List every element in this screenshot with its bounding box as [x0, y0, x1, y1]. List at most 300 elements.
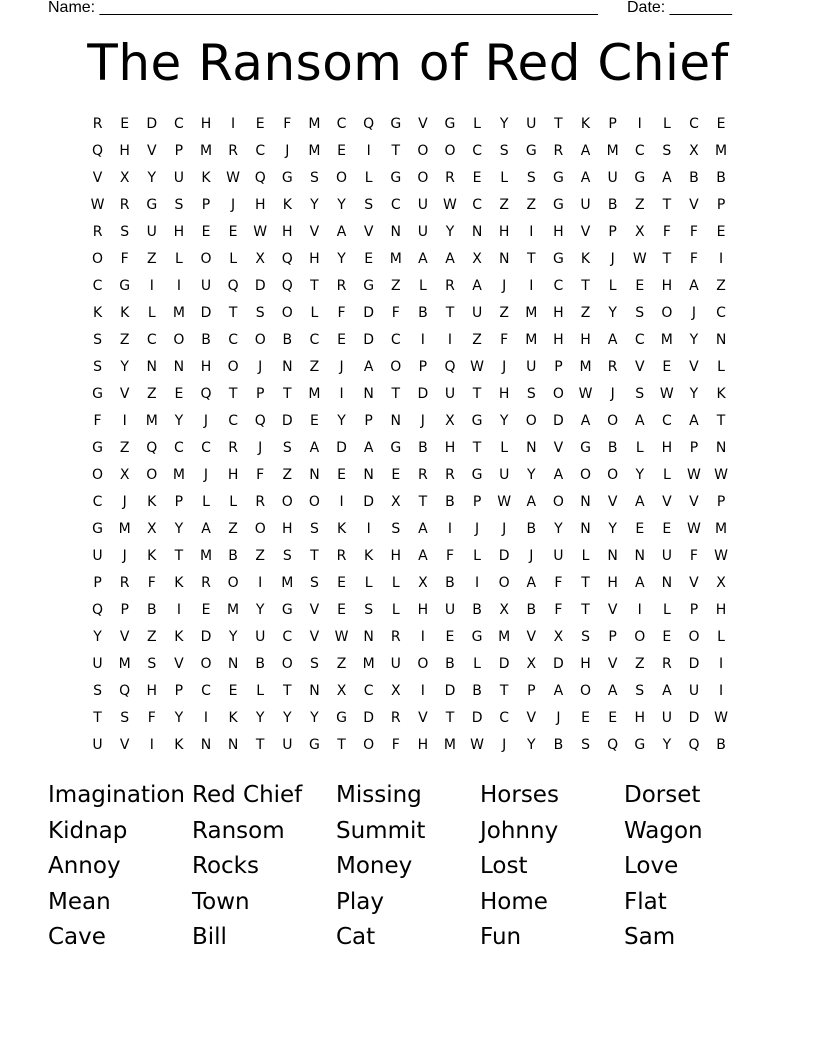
- grid-letter: M: [660, 332, 673, 348]
- grid-letter: E: [391, 467, 401, 483]
- grid-letter: K: [174, 629, 184, 645]
- grid-letter: G: [336, 710, 347, 726]
- grid-letter: G: [552, 251, 564, 267]
- grid-row: [84, 115, 735, 142]
- grid-letter: P: [472, 494, 482, 510]
- grid-letter: H: [498, 224, 510, 240]
- date-line: Date: _______: [627, 0, 732, 16]
- grid-letter: Z: [119, 332, 130, 348]
- grid-letter: Z: [499, 305, 509, 321]
- grid-letter: N: [309, 467, 320, 483]
- grid-letter: O: [634, 629, 646, 645]
- grid-letter: W: [687, 467, 701, 483]
- grid-letter: E: [228, 683, 238, 699]
- grid-row: [84, 574, 735, 601]
- grid-letter: T: [527, 251, 536, 267]
- grid-letter: J: [122, 548, 127, 564]
- grid-letter: F: [689, 548, 698, 564]
- grid-letter: X: [390, 683, 401, 699]
- grid-letter: T: [662, 251, 672, 267]
- grid-letter: F: [554, 602, 563, 618]
- grid-letter: B: [472, 602, 482, 618]
- grid-letter: P: [255, 386, 265, 402]
- grid-letter: R: [92, 224, 103, 240]
- word-list-item: Missing: [336, 782, 422, 808]
- grid-letter: D: [336, 440, 347, 456]
- grid-letter: O: [417, 656, 429, 672]
- grid-letter: N: [173, 359, 185, 375]
- grid-letter: U: [580, 197, 591, 213]
- grid-letter: L: [147, 305, 156, 321]
- grid-letter: E: [337, 602, 346, 618]
- grid-letter: E: [120, 116, 130, 132]
- grid-letter: M: [199, 548, 213, 564]
- grid-letter: S: [120, 710, 130, 726]
- grid-row: [84, 655, 735, 682]
- word-list-item: Horses: [480, 782, 559, 808]
- grid-letter: H: [498, 386, 510, 402]
- page-title: The Ransom of Red Chief: [87, 34, 729, 92]
- grid-letter: T: [228, 386, 238, 402]
- grid-letter: O: [336, 170, 348, 186]
- grid-letter: D: [363, 494, 375, 510]
- grid-letter: C: [201, 683, 211, 699]
- word-list-item: Cat: [336, 924, 376, 950]
- grid-letter: P: [689, 440, 699, 456]
- grid-letter: G: [444, 116, 456, 132]
- grid-row: [84, 358, 735, 385]
- grid-letter: S: [581, 629, 590, 645]
- grid-letter: R: [92, 116, 103, 132]
- grid-letter: B: [689, 170, 699, 186]
- grid-letter: E: [716, 116, 726, 132]
- grid-letter: S: [309, 521, 319, 537]
- grid-letter: N: [227, 737, 239, 753]
- grid-letter: Y: [527, 467, 536, 483]
- grid-letter: U: [661, 548, 672, 564]
- grid-letter: N: [634, 548, 645, 564]
- grid-letter: O: [417, 143, 429, 159]
- grid-letter: A: [662, 683, 672, 699]
- grid-letter: V: [526, 629, 537, 645]
- grid-letter: S: [147, 656, 157, 672]
- grid-letter: A: [445, 251, 455, 267]
- grid-letter: Z: [336, 656, 347, 672]
- grid-letter: X: [499, 602, 509, 618]
- grid-letter: M: [172, 305, 185, 321]
- grid-letter: A: [634, 494, 645, 510]
- grid-letter: G: [471, 467, 483, 483]
- grid-letter: N: [715, 440, 727, 456]
- grid-letter: C: [92, 494, 103, 510]
- grid-letter: O: [607, 413, 619, 429]
- grid-letter: E: [228, 224, 238, 240]
- letter-grid: [84, 115, 735, 763]
- grid-letter: H: [282, 521, 293, 537]
- grid-letter: U: [688, 683, 700, 699]
- grid-letter: U: [255, 629, 266, 645]
- grid-letter: M: [715, 521, 728, 537]
- grid-letter: V: [689, 197, 699, 213]
- grid-letter: E: [662, 629, 672, 645]
- grid-letter: Y: [662, 737, 672, 753]
- grid-letter: D: [553, 413, 564, 429]
- grid-letter: M: [498, 629, 511, 645]
- grid-letter: F: [93, 413, 102, 429]
- grid-letter: M: [579, 359, 592, 375]
- grid-letter: C: [390, 197, 401, 213]
- grid-letter: X: [553, 629, 564, 645]
- grid-letter: O: [607, 467, 619, 483]
- grid-letter: H: [634, 710, 645, 726]
- word-list-item: Imagination: [48, 782, 186, 808]
- grid-letter: X: [119, 467, 130, 483]
- grid-letter: O: [92, 251, 104, 267]
- grid-letter: S: [662, 143, 672, 159]
- grid-letter: E: [635, 278, 645, 294]
- grid-letter: N: [363, 467, 374, 483]
- grid-letter: L: [310, 305, 319, 321]
- grid-letter: J: [420, 413, 425, 429]
- grid-letter: L: [662, 116, 671, 132]
- grid-letter: G: [363, 278, 375, 294]
- grid-letter: W: [714, 467, 728, 483]
- grid-letter: D: [363, 332, 375, 348]
- grid-letter: B: [526, 521, 537, 537]
- grid-letter: D: [363, 710, 375, 726]
- grid-letter: Y: [554, 521, 563, 537]
- grid-letter: Q: [146, 440, 158, 456]
- grid-letter: Y: [635, 467, 645, 483]
- grid-letter: O: [92, 467, 104, 483]
- grid-row: [84, 547, 735, 574]
- grid-row: [84, 250, 735, 277]
- grid-letter: I: [149, 737, 154, 753]
- word-list-item: Rocks: [192, 853, 259, 879]
- grid-row: [84, 385, 735, 412]
- grid-letter: Q: [200, 386, 212, 402]
- grid-letter: U: [417, 224, 428, 240]
- grid-row: [84, 196, 735, 223]
- grid-letter: W: [659, 386, 674, 402]
- grid-letter: K: [364, 548, 374, 564]
- grid-letter: H: [661, 278, 673, 294]
- grid-letter: G: [390, 440, 402, 456]
- grid-letter: L: [581, 548, 590, 564]
- grid-letter: V: [174, 656, 184, 672]
- grid-letter: T: [581, 602, 590, 618]
- grid-letter: D: [688, 710, 700, 726]
- grid-letter: Z: [228, 521, 238, 537]
- grid-letter: H: [173, 224, 185, 240]
- grid-letter: B: [472, 683, 482, 699]
- grid-letter: A: [607, 332, 618, 348]
- grid-letter: X: [255, 251, 265, 267]
- grid-letter: B: [445, 575, 455, 591]
- grid-letter: G: [92, 521, 103, 537]
- grid-row: [84, 169, 735, 196]
- grid-letter: L: [364, 575, 373, 591]
- grid-letter: X: [716, 575, 726, 591]
- grid-letter: V: [309, 629, 320, 645]
- grid-letter: T: [228, 305, 238, 321]
- grid-letter: W: [578, 386, 593, 402]
- grid-letter: V: [119, 386, 130, 402]
- word-list-item: Kidnap: [48, 817, 128, 844]
- grid-letter: V: [689, 359, 699, 375]
- grid-letter: A: [336, 224, 347, 240]
- grid-letter: D: [200, 305, 212, 321]
- grid-letter: R: [119, 575, 130, 591]
- grid-letter: G: [471, 413, 483, 429]
- grid-letter: B: [146, 602, 157, 618]
- grid-row: [84, 142, 735, 169]
- word-list: [48, 780, 768, 958]
- grid-letter: W: [470, 737, 484, 753]
- grid-letter: O: [173, 332, 185, 348]
- grid-letter: W: [714, 548, 728, 564]
- grid-letter: R: [445, 170, 455, 186]
- grid-letter: C: [472, 143, 482, 159]
- grid-letter: P: [364, 413, 373, 429]
- grid-letter: U: [92, 737, 103, 753]
- word-list-item: Dorset: [624, 782, 701, 808]
- grid-letter: B: [255, 656, 266, 672]
- grid-letter: T: [93, 710, 102, 726]
- grid-letter: H: [444, 440, 456, 456]
- grid-letter: U: [526, 359, 537, 375]
- grid-letter: E: [337, 332, 346, 348]
- grid-letter: N: [526, 440, 537, 456]
- word-list-item: Sam: [624, 924, 676, 950]
- grid-letter: E: [255, 116, 265, 132]
- grid-letter: C: [390, 332, 401, 348]
- grid-letter: F: [283, 116, 292, 132]
- grid-letter: N: [390, 224, 401, 240]
- grid-letter: U: [499, 467, 510, 483]
- grid-letter: W: [90, 197, 105, 213]
- grid-letter: L: [473, 656, 481, 672]
- grid-row: [84, 628, 735, 655]
- grid-letter: F: [391, 737, 400, 753]
- grid-letter: N: [227, 656, 239, 672]
- grid-letter: G: [119, 278, 131, 294]
- grid-letter: S: [364, 197, 374, 213]
- grid-row: [84, 439, 735, 466]
- grid-letter: H: [553, 332, 564, 348]
- grid-letter: L: [418, 278, 427, 294]
- word-list-item: Ransom: [192, 817, 285, 844]
- grid-letter: Y: [337, 197, 346, 213]
- grid-letter: N: [580, 494, 591, 510]
- grid-letter: B: [418, 440, 428, 456]
- grid-letter: J: [610, 251, 615, 267]
- grid-letter: W: [334, 629, 349, 645]
- grid-letter: T: [418, 494, 428, 510]
- grid-letter: U: [390, 656, 401, 672]
- grid-letter: H: [580, 656, 591, 672]
- grid-letter: A: [309, 440, 320, 456]
- grid-letter: J: [502, 278, 507, 294]
- grid-letter: A: [580, 143, 591, 159]
- grid-letter: U: [417, 197, 428, 213]
- grid-letter: E: [472, 170, 482, 186]
- grid-letter: U: [444, 386, 456, 402]
- grid-letter: Y: [93, 629, 102, 645]
- grid-letter: S: [282, 440, 292, 456]
- grid-letter: D: [688, 656, 700, 672]
- grid-letter: Y: [499, 413, 509, 429]
- word-list-item: Summit: [336, 817, 426, 844]
- grid-letter: S: [120, 224, 130, 240]
- word-list-item: Fun: [480, 924, 522, 950]
- grid-letter: P: [716, 197, 726, 213]
- grid-letter: S: [309, 575, 319, 591]
- grid-letter: S: [499, 143, 509, 159]
- grid-letter: F: [662, 224, 671, 240]
- grid-letter: A: [580, 413, 591, 429]
- grid-letter: C: [661, 413, 672, 429]
- word-list-item: Home: [480, 888, 548, 915]
- grid-letter: J: [258, 440, 263, 456]
- grid-letter: I: [719, 656, 724, 672]
- grid-letter: M: [308, 116, 321, 132]
- grid-letter: Y: [174, 521, 184, 537]
- grid-letter: S: [309, 170, 319, 186]
- grid-letter: U: [173, 170, 184, 186]
- word-list-item: Love: [624, 853, 679, 879]
- grid-letter: Y: [337, 251, 346, 267]
- grid-letter: C: [499, 710, 510, 726]
- grid-letter: P: [716, 494, 726, 510]
- grid-letter: A: [607, 683, 618, 699]
- grid-letter: U: [282, 737, 293, 753]
- grid-letter: A: [553, 683, 564, 699]
- grid-letter: L: [662, 602, 671, 618]
- grid-letter: P: [174, 143, 184, 159]
- grid-letter: K: [716, 386, 726, 402]
- grid-letter: V: [689, 494, 699, 510]
- grid-letter: O: [363, 737, 375, 753]
- grid-letter: V: [119, 737, 130, 753]
- grid-letter: I: [719, 251, 724, 267]
- grid-letter: X: [390, 494, 401, 510]
- grid-letter: E: [337, 575, 346, 591]
- grid-letter: I: [529, 278, 534, 294]
- grid-letter: V: [526, 710, 537, 726]
- grid-letter: H: [119, 143, 130, 159]
- grid-row: [84, 223, 735, 250]
- grid-letter: C: [309, 332, 320, 348]
- grid-letter: V: [553, 440, 564, 456]
- grid-letter: C: [228, 413, 238, 429]
- grid-row: [84, 493, 735, 520]
- grid-letter: U: [471, 305, 483, 321]
- grid-letter: T: [554, 116, 563, 132]
- grid-letter: Y: [445, 224, 455, 240]
- grid-letter: S: [255, 305, 265, 321]
- grid-letter: N: [580, 521, 591, 537]
- grid-letter: Q: [92, 602, 104, 618]
- grid-letter: D: [363, 305, 375, 321]
- grid-letter: H: [200, 359, 212, 375]
- grid-letter: R: [336, 548, 347, 564]
- grid-letter: K: [92, 305, 103, 321]
- grid-letter: Q: [444, 359, 456, 375]
- grid-letter: Y: [174, 710, 184, 726]
- grid-letter: Z: [634, 197, 645, 213]
- grid-letter: I: [529, 224, 534, 240]
- grid-letter: R: [201, 575, 211, 591]
- grid-letter: O: [227, 575, 239, 591]
- grid-letter: P: [608, 629, 617, 645]
- grid-letter: U: [607, 170, 618, 186]
- grid-letter: J: [258, 359, 263, 375]
- grid-letter: A: [418, 548, 428, 564]
- grid-letter: C: [228, 332, 238, 348]
- grid-letter: O: [661, 305, 673, 321]
- grid-letter: T: [499, 683, 509, 699]
- grid-letter: X: [689, 143, 699, 159]
- grid-letter: K: [336, 521, 347, 537]
- grid-letter: K: [580, 251, 591, 267]
- grid-letter: P: [120, 602, 129, 618]
- grid-letter: M: [362, 656, 375, 672]
- grid-letter: C: [634, 143, 645, 159]
- grid-letter: L: [717, 629, 725, 645]
- grid-letter: V: [309, 602, 320, 618]
- grid-letter: Z: [146, 386, 157, 402]
- grid-letter: F: [445, 548, 454, 564]
- grid-letter: G: [92, 386, 103, 402]
- grid-letter: R: [228, 440, 238, 456]
- grid-letter: V: [580, 224, 591, 240]
- grid-letter: I: [176, 602, 181, 618]
- grid-letter: N: [471, 224, 483, 240]
- grid-letter: C: [363, 683, 374, 699]
- grid-letter: V: [607, 656, 618, 672]
- grid-letter: B: [607, 197, 618, 213]
- grid-letter: D: [498, 548, 510, 564]
- grid-letter: U: [146, 224, 157, 240]
- grid-letter: Y: [174, 413, 184, 429]
- grid-letter: W: [443, 197, 457, 213]
- grid-letter: I: [231, 116, 236, 132]
- grid-letter: H: [200, 116, 212, 132]
- grid-letter: W: [632, 251, 647, 267]
- grid-letter: E: [201, 224, 211, 240]
- grid-letter: H: [282, 224, 293, 240]
- grid-letter: W: [226, 170, 241, 186]
- grid-letter: Z: [472, 332, 482, 348]
- grid-letter: B: [418, 305, 428, 321]
- grid-letter: O: [552, 386, 564, 402]
- grid-letter: E: [174, 386, 184, 402]
- grid-letter: D: [498, 656, 510, 672]
- grid-letter: E: [716, 224, 726, 240]
- grid-letter: F: [391, 305, 400, 321]
- grid-letter: S: [635, 683, 645, 699]
- grid-letter: U: [553, 548, 564, 564]
- grid-letter: M: [199, 143, 213, 159]
- grid-letter: N: [146, 359, 158, 375]
- grid-letter: T: [337, 737, 346, 753]
- grid-letter: R: [390, 629, 401, 645]
- grid-letter: T: [283, 683, 292, 699]
- grid-letter: C: [716, 305, 726, 321]
- grid-letter: M: [118, 521, 131, 537]
- grid-letter: D: [281, 413, 293, 429]
